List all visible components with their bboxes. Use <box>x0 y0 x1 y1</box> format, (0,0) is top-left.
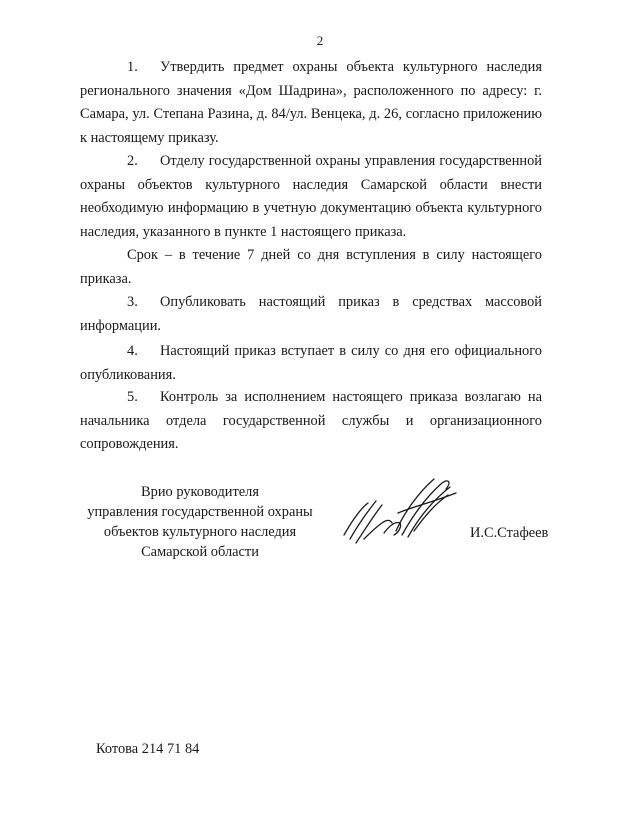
item-4 <box>80 340 542 387</box>
item-4-text: Настоящий приказ вступает в силу со дня его официального опубликования. <box>80 343 542 383</box>
position-line-2: управления государственной охраны <box>87 504 313 520</box>
item-4-number: 4. <box>127 343 138 359</box>
page-number: 2 <box>316 33 324 48</box>
position-line-4: Самарской области <box>141 544 259 560</box>
item-2-text: Отделу государственной охраны управления государственной охраны объектов культурного наследия Самарской области внести необходимую информацию в учетную документацию объекта культурного наследия, указанного в пункте 1 настоящего приказа. <box>80 153 542 240</box>
item-1-text: Утвердить предмет охраны объекта культурного наследия регионального значения «Дом Шадрина», расположенного по адресу: г. Самара, ул. Степана Разина, д. 84/ул. Венцека, д. 26, согласно приложению к настоящему приказу. <box>80 59 542 146</box>
signatory-name: И.С.Стафеев <box>470 525 549 541</box>
item-1-number: 1. <box>127 59 138 75</box>
item-5-text: Контроль за исполнением настоящего приказа возлагаю на начальника отдела государственной службы и организационного сопровождения. <box>80 389 542 453</box>
position-line-3: объектов культурного наследия <box>103 524 297 540</box>
item-3-number: 3. <box>127 294 138 310</box>
item-5-number: 5. <box>127 389 138 405</box>
handwritten-signature <box>338 473 466 551</box>
item-5 <box>80 386 542 457</box>
item-3-text: Опубликовать настоящий приказ в средствах массовой информации. <box>80 294 542 334</box>
item-2 <box>80 150 542 244</box>
position-line-1: Врио руководителя <box>141 484 259 500</box>
deadline-text: Срок – в течение 7 дней со дня вступления в силу настоящего приказа. <box>80 247 542 287</box>
item-3 <box>80 291 542 338</box>
executor-contact: Котова 214 71 84 <box>96 741 200 757</box>
item-1 <box>80 56 542 150</box>
deadline-paragraph <box>80 244 542 291</box>
item-2-number: 2. <box>127 153 138 169</box>
signatory-position <box>80 482 320 562</box>
